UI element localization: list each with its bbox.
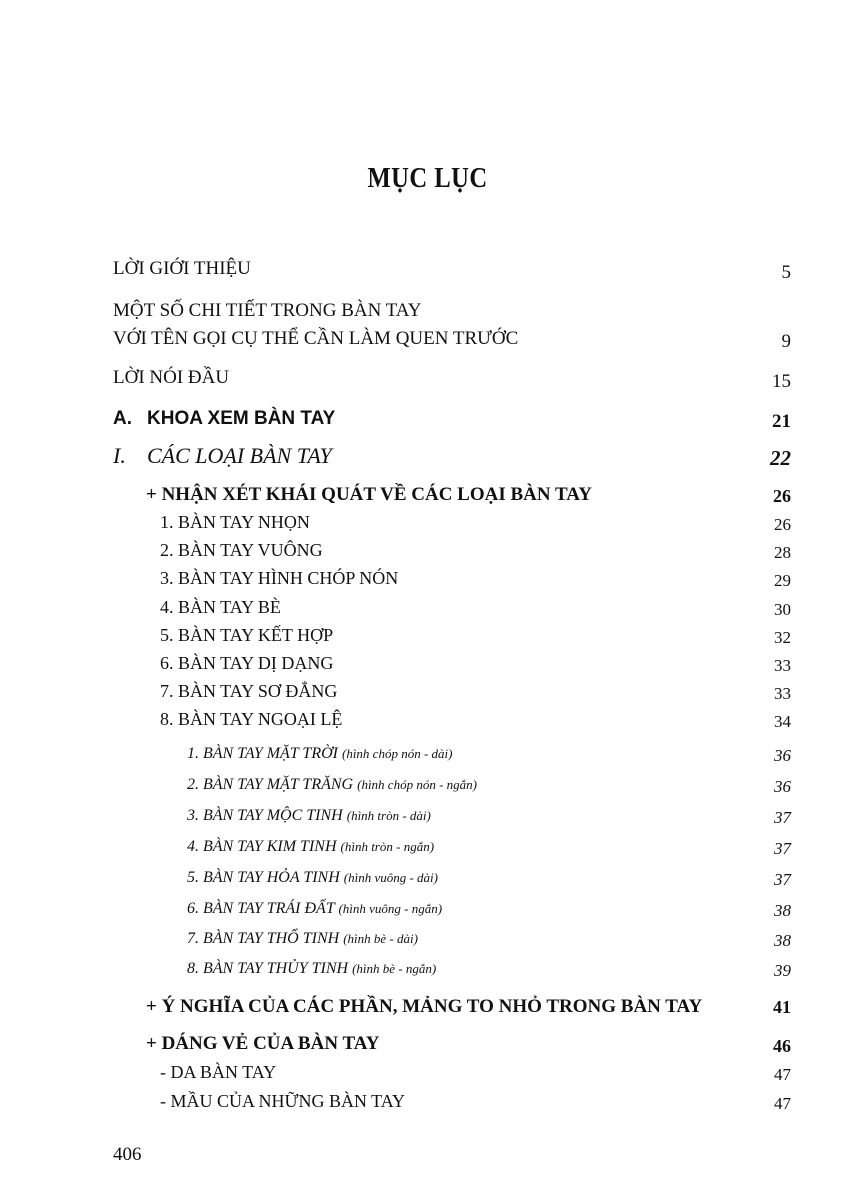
toc-entry-page: 15: [772, 371, 791, 392]
toc-entry-label: 2. BÀN TAY VUÔNG: [160, 540, 323, 560]
toc-entry-page: 46: [773, 1036, 791, 1056]
toc-entry-note: (hình vuông - ngắn): [338, 901, 443, 916]
toc-entry-label: 5. BÀN TAY HỎA TINH: [187, 869, 340, 886]
toc-entry-page: 33: [774, 656, 791, 675]
toc-entry-note: (hình bè - dài): [343, 931, 418, 946]
toc-entry-note: (hình chóp nón - ngắn): [357, 777, 477, 792]
toc-entry-label: + NHẬN XÉT KHÁI QUÁT VỀ CÁC LOẠI BÀN TAY: [146, 484, 592, 505]
toc-entry-label: 6. BÀN TAY DỊ DẠNG: [160, 653, 334, 673]
toc-entry-page: 47: [774, 1065, 791, 1084]
toc-entry-prefix: I.: [113, 443, 126, 468]
toc-entry-page: 29: [774, 571, 791, 590]
toc-entry-label: LỜI GIỚI THIỆU: [113, 258, 251, 279]
page-number: 406: [113, 1144, 142, 1165]
toc-entry-page: 5: [781, 262, 791, 283]
toc-entry-page: 37: [774, 870, 791, 889]
toc-entry-prefix: A.: [113, 408, 132, 429]
toc-entry-label: + Ý NGHĨA CỦA CÁC PHẦN, MẢNG TO NHỎ TRONG BÀN TAY: [146, 996, 703, 1017]
toc-entry-label: KHOA XEM BÀN TAY: [147, 408, 336, 429]
toc-entry-note: (hình bè - ngắn): [352, 961, 437, 976]
toc-entry-page: 21: [772, 411, 791, 432]
toc-entry-label: 4. BÀN TAY KIM TINH: [187, 838, 337, 855]
toc-entry-page: 9: [781, 331, 791, 352]
toc-entry-label: VỚI TÊN GỌI CỤ THỂ CẦN LÀM QUEN TRƯỚC: [113, 328, 519, 349]
toc-entry-label: 7. BÀN TAY SƠ ĐẲNG: [160, 681, 338, 701]
toc-entry-label: 4. BÀN TAY BÈ: [160, 597, 281, 617]
toc-entry-label: 3. BÀN TAY HÌNH CHÓP NÓN: [160, 568, 399, 588]
toc-entry-label: 6. BÀN TAY TRÁI ĐẤT: [187, 900, 335, 917]
toc-entry-note: (hình vuông - dài): [343, 870, 438, 885]
toc-entry-page: 39: [774, 961, 791, 980]
page-title: MỤC LỤC: [367, 163, 488, 194]
toc-entry-page: 37: [774, 808, 791, 827]
toc-entry-label-line1: MỘT SỐ CHI TIẾT TRONG BÀN TAY: [113, 300, 422, 321]
toc-entry-label: 1. BÀN TAY MẶT TRỜI: [187, 745, 338, 762]
toc-entry-label: 2. BÀN TAY MẶT TRĂNG: [187, 776, 354, 793]
toc-entry-page: 22: [770, 446, 791, 470]
toc-entry-label: 1. BÀN TAY NHỌN: [160, 512, 310, 532]
toc-entry-page: 36: [774, 777, 791, 796]
toc-entry-page: 41: [773, 997, 791, 1017]
toc-entry-label: - DA BÀN TAY: [160, 1062, 277, 1082]
toc-entry-label: LỜI NÓI ĐẦU: [113, 367, 230, 388]
toc-entry-page: 38: [774, 901, 791, 920]
toc-entry-label: 5. BÀN TAY KẾT HỢP: [160, 625, 334, 645]
toc-entry-page: 32: [774, 628, 791, 647]
toc-entry-page: 28: [774, 543, 791, 562]
toc-entry-page: 26: [773, 486, 791, 506]
toc-entry-page: 33: [774, 684, 791, 703]
toc-entry-note: (hình tròn - ngắn): [340, 839, 435, 854]
toc-entry-label: + DÁNG VẺ CỦA BÀN TAY: [146, 1033, 380, 1054]
toc-entry-note: (hình chóp nón - dài): [341, 746, 453, 761]
toc-entry-page: 36: [774, 746, 791, 765]
toc-entry-page: 34: [774, 712, 791, 731]
toc-entry-label: 7. BÀN TAY THỔ TINH: [187, 930, 340, 947]
toc-entry-label: - MẦU CỦA NHỮNG BÀN TAY: [160, 1091, 406, 1111]
toc-entry-page: 37: [774, 839, 791, 858]
toc-entry-note: (hình tròn - dài): [346, 808, 431, 823]
toc-entry-label: 8. BÀN TAY THỦY TINH: [187, 960, 349, 977]
toc-entry-label: 3. BÀN TAY MỘC TINH: [187, 807, 343, 824]
toc-entry-page: 47: [774, 1094, 791, 1113]
toc-entry-label: 8. BÀN TAY NGOẠI LỆ: [160, 709, 343, 729]
toc-entry-page: 38: [774, 931, 791, 950]
toc-entry-page: 30: [774, 600, 791, 619]
toc-entry-page: 26: [774, 515, 791, 534]
toc-entry-label: CÁC LOẠI BÀN TAY: [147, 443, 332, 468]
